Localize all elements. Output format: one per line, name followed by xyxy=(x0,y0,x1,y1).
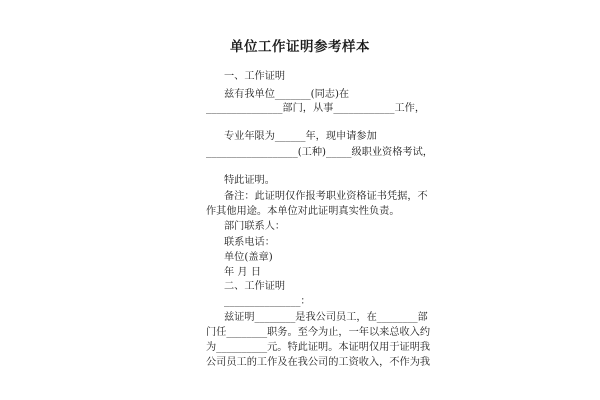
paragraph-line: 专业年限为______年，现申请参加 xyxy=(224,131,377,142)
section-heading-1: 一、工作证明 xyxy=(224,71,286,82)
paragraph-line: __________________(工种)_____级职业资格考试， xyxy=(206,147,433,158)
paragraph-line: 特此证明。 xyxy=(224,175,275,186)
paragraph-line: 为__________元。特此证明。本证明仅用于证明我 xyxy=(206,342,431,353)
note-line: 备注：此证明仅作报考职业资格证书凭据，不 xyxy=(224,191,428,202)
section-heading-2: 二、工作证明 xyxy=(224,281,286,292)
document-title: 单位工作证明参考样本 xyxy=(230,39,370,55)
seal-label: 单位(盖章) xyxy=(224,252,273,263)
paragraph-line: 兹证明________是我公司员工，在________部 xyxy=(224,312,428,323)
date-label: 年 月 日 xyxy=(224,267,262,278)
note-line: 作其他用途。本单位对此证明真实性负责。 xyxy=(206,206,400,217)
contact-person-label: 部门联系人： xyxy=(224,221,286,232)
paragraph-line: 门任________职务。至今为止，一年以来总收入约 xyxy=(206,327,431,338)
paragraph-line: _______________部门，从事____________工作， xyxy=(206,103,426,114)
paragraph-line: 公司员工的工作及在我公司的工资收入，不作为我 xyxy=(206,357,431,368)
addressee-line: _______________： xyxy=(224,296,311,307)
contact-phone-label: 联系电话： xyxy=(224,237,275,248)
paragraph-line: 兹有我单位_______(同志)在 xyxy=(224,89,350,100)
